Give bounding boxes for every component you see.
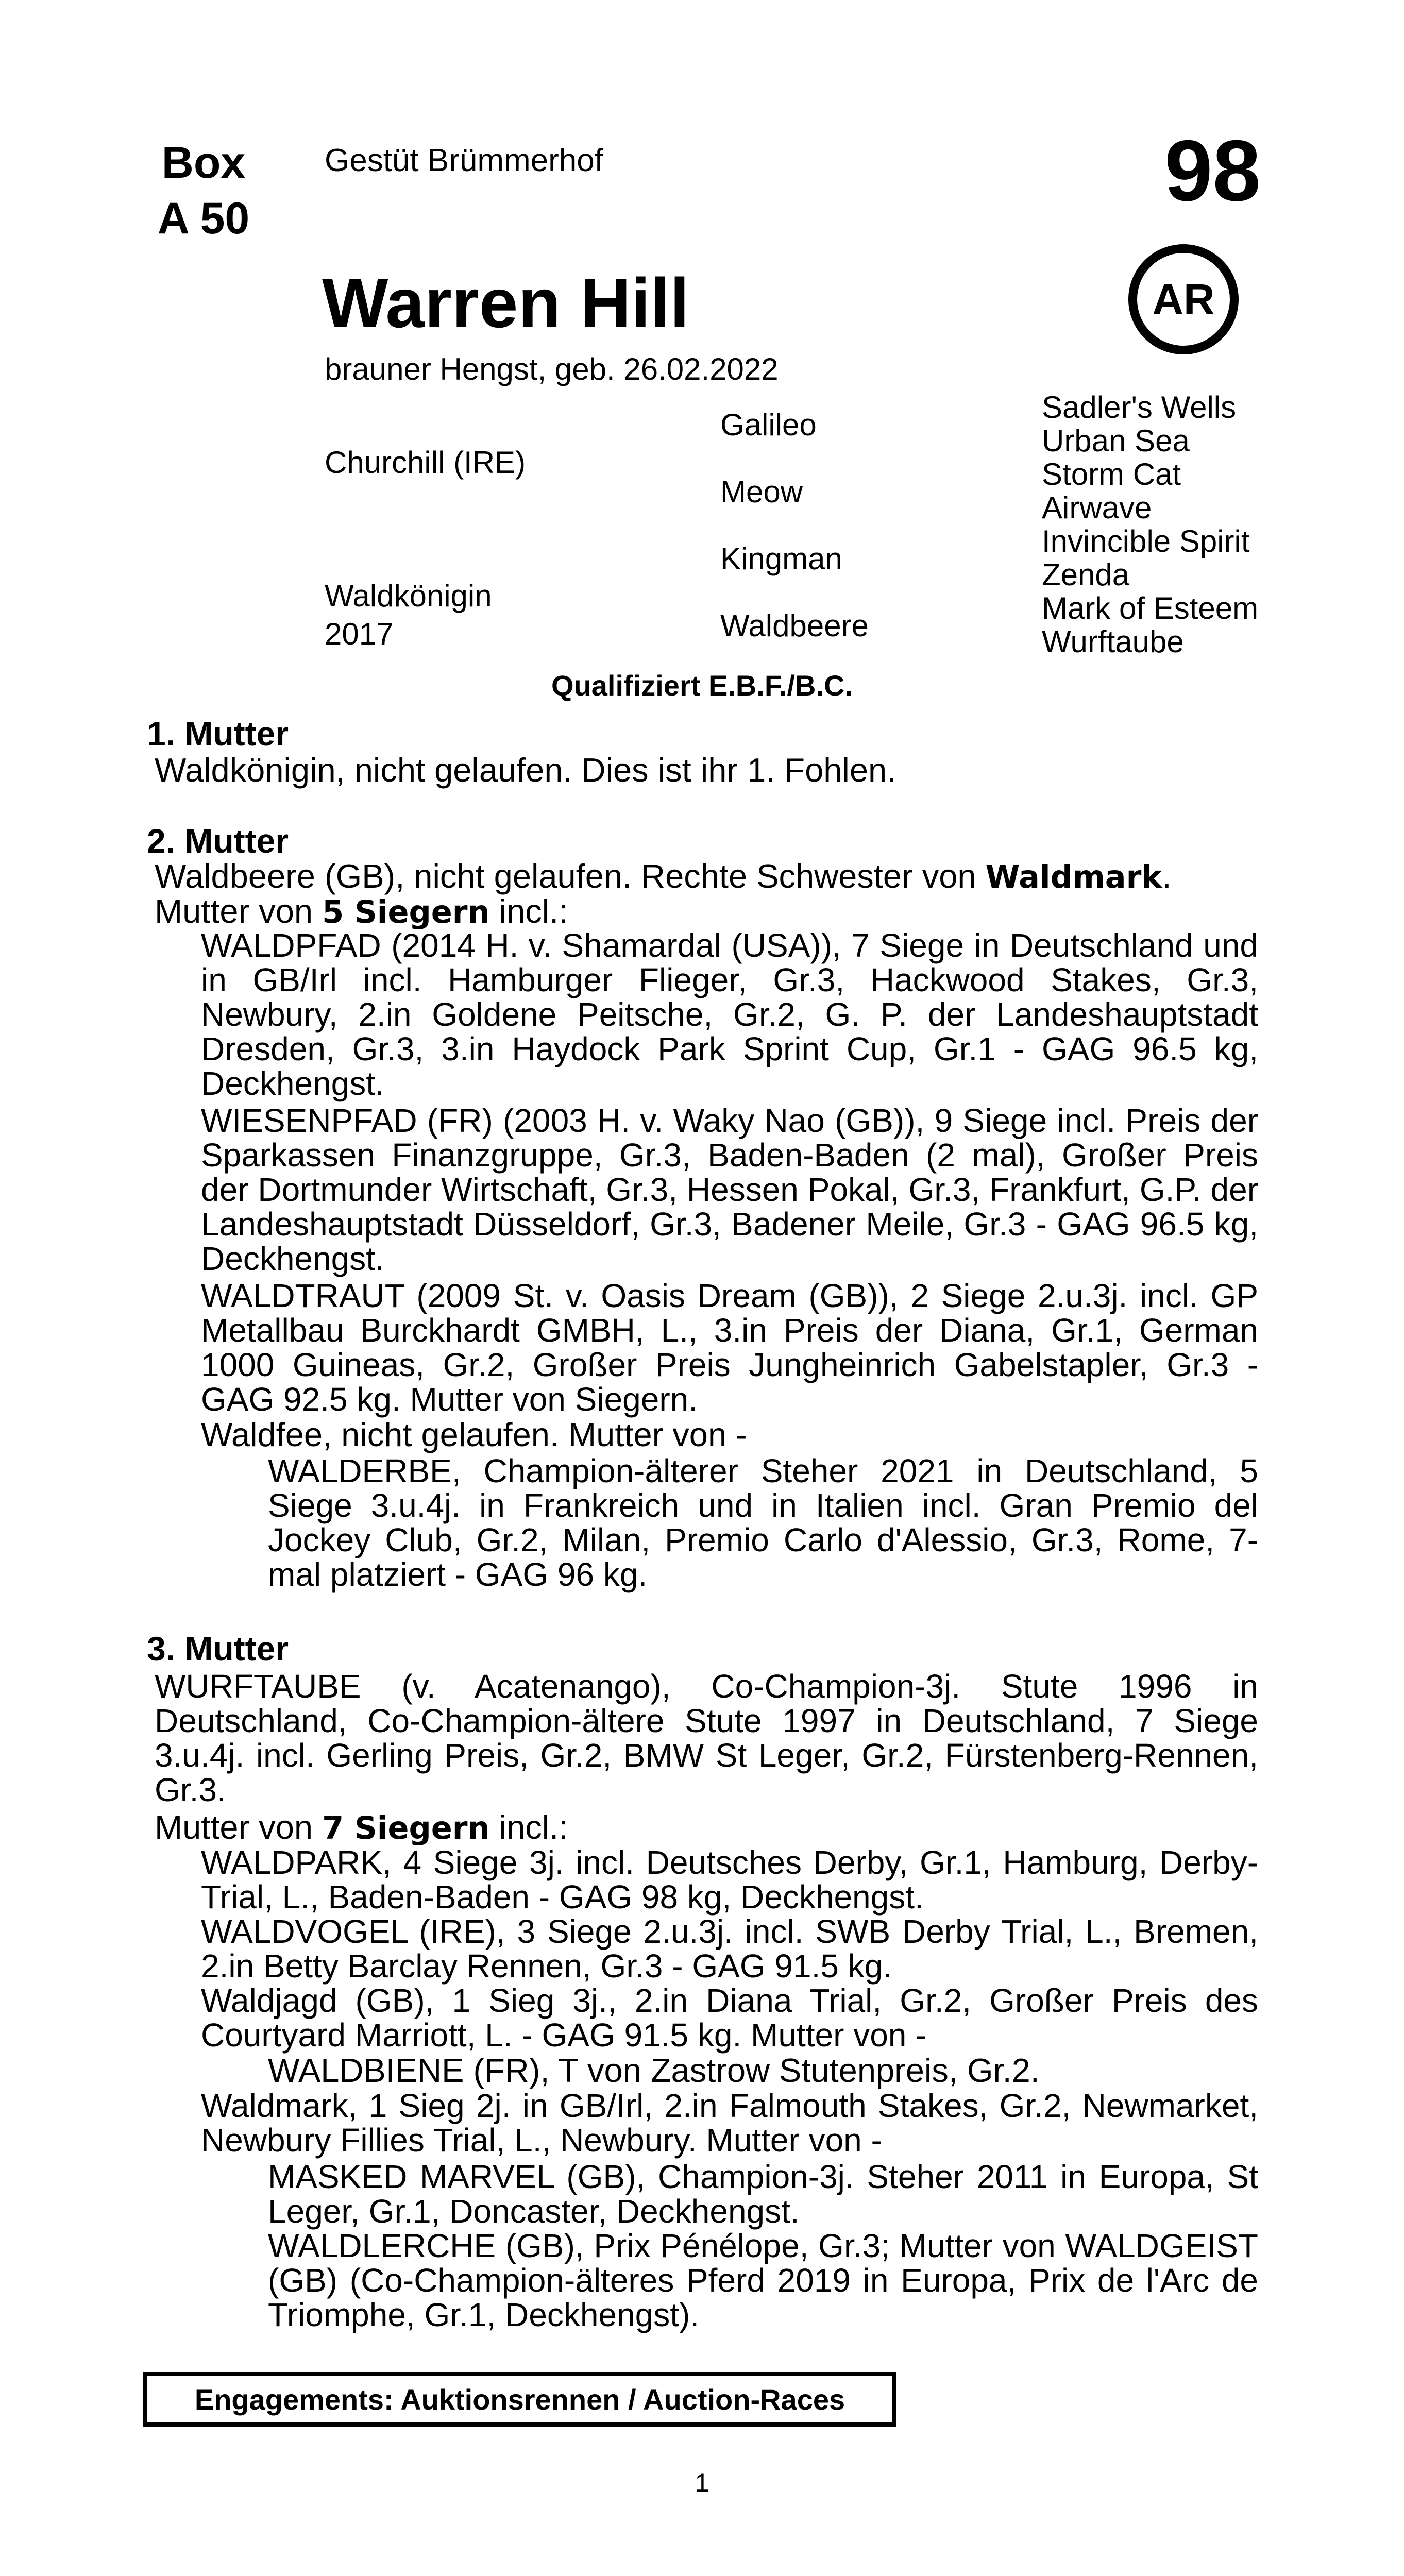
entry-masked-marvel: MASKED MARVEL (GB), Champion-3j. Steher 2011 in Europa, St Leger, Gr.1, Doncaster, Deckhengst. bbox=[268, 2158, 1258, 2230]
pedigree-dam-sire: Kingman bbox=[720, 541, 842, 576]
second-dam-intro: Waldbeere (GB), nicht gelaufen. Rechte Schwester von Waldmark. bbox=[155, 857, 1172, 895]
box-line-2: A 50 bbox=[157, 194, 250, 243]
pedigree-sire-sire: Galileo bbox=[720, 408, 817, 442]
pedigree-sire-dam: Meow bbox=[720, 474, 803, 509]
pedigree-gen3-1: Sadler's Wells bbox=[1042, 390, 1237, 425]
pedigree-gen3-7: Mark of Esteem bbox=[1042, 591, 1259, 625]
entry-waldpfad: WALDPFAD (2014 H. v. Shamardal (USA)), 7 Siege in Deutschland und in GB/Irl incl. Hamburger Flieger, Gr.3, Hackwood Stakes, Gr.3, Newbury, 2.in Goldene Peitsche, Gr.2, G. P. der Landeshauptstadt Dresden, Gr.3, 3.in Haydock Park Sprint Cup, Gr.1 - GAG 96.5 kg, Deckhengst. bbox=[201, 927, 1258, 1102]
entry-waldlerche: WALDLERCHE (GB), Prix Pénélope, Gr.3; Mutter von WALDGEIST (GB) (Co-Champion-älteres Pferd 2019 in Europa, Prix de l'Arc de Triomphe, Gr.1, Deckhengst). bbox=[268, 2227, 1258, 2333]
entry-waldtraut: WALDTRAUT (2009 St. v. Oasis Dream (GB)), 2 Siege 2.u.3j. incl. GP Metallbau Burckhardt GMBH, L., 3.in Preis der Diana, Gr.1, German 1000 Guineas, Gr.2, Großer Preis Jungheinrich Gabelstapler, Gr.3 - GAG 92.5 kg. Mutter von Siegern. bbox=[201, 1277, 1258, 1418]
first-dam-heading: 1. Mutter bbox=[147, 715, 289, 753]
pedigree-gen3-6: Zenda bbox=[1042, 557, 1130, 592]
pedigree-gen3-3: Storm Cat bbox=[1042, 457, 1181, 492]
ar-badge: AR bbox=[1128, 244, 1239, 354]
entry-waldpark: WALDPARK, 4 Siege 3j. incl. Deutsches Derby, Gr.1, Hamburg, Derby-Trial, L., Baden-Baden - GAG 98 kg, Deckhengst. bbox=[201, 1844, 1258, 1916]
lot-number: 98 bbox=[1164, 122, 1261, 219]
second-dam-heading: 2. Mutter bbox=[147, 822, 289, 860]
entry-waldfee: Waldfee, nicht gelaufen. Mutter von - bbox=[201, 1416, 747, 1453]
third-dam-heading: 3. Mutter bbox=[147, 1630, 289, 1668]
second-dam-mother-of: Mutter von 5 Siegern incl.: bbox=[155, 892, 568, 930]
pedigree-dam-year: 2017 bbox=[325, 617, 394, 651]
entry-waldvogel: WALDVOGEL (IRE), 3 Siege 2.u.3j. incl. SWB Derby Trial, L., Bremen, 2.in Betty Barclay Rennen, Gr.3 - GAG 91.5 kg. bbox=[201, 1913, 1258, 1985]
page-number: 1 bbox=[695, 2468, 709, 2497]
box-line-1: Box bbox=[161, 138, 246, 188]
entry-waldmark: Waldmark, 1 Sieg 2j. in GB/Irl, 2.in Falmouth Stakes, Gr.2, Newmarket, Newbury Fillies Trial, L., Newbury. Mutter von - bbox=[201, 2087, 1258, 2159]
qualification: Qualifiziert E.B.F./B.C. bbox=[551, 669, 853, 702]
entry-wiesenpfad: WIESENPFAD (FR) (2003 H. v. Waky Nao (GB)), 9 Siege incl. Preis der Sparkassen Finanzgruppe, Gr.3, Baden-Baden (2 mal), Großer Preis der Dortmunder Wirtschaft, Gr.3, Hessen Pokal, Gr.3, Frankfurt, G.P. der Landeshauptstadt Düsseldorf, Gr.3, Badener Meile, Gr.3 - GAG 96.5 kg, Deckhengst. bbox=[201, 1102, 1258, 1277]
entry-wurftaube: WURFTAUBE (v. Acatenango), Co-Champion-3j. Stute 1996 in Deutschland, Co-Champion-ältere Stute 1997 in Deutschland, 7 Siege 3.u.4j. incl. Gerling Preis, Gr.2, BMW St Leger, Gr.2, Fürstenberg-Rennen, Gr.3. bbox=[155, 1668, 1258, 1808]
first-dam-text: Waldkönigin, nicht gelaufen. Dies ist ihr 1. Fohlen. bbox=[155, 751, 896, 789]
horse-description: brauner Hengst, geb. 26.02.2022 bbox=[325, 352, 779, 386]
pedigree-dam: Waldkönigin bbox=[325, 579, 492, 613]
stud-name: Gestüt Brümmerhof bbox=[325, 143, 603, 178]
pedigree-dam-dam: Waldbeere bbox=[720, 608, 869, 643]
engagements-box: Engagements: Auktionsrennen / Auction-Races bbox=[143, 2372, 896, 2427]
pedigree-gen3-5: Invincible Spirit bbox=[1042, 524, 1250, 558]
entry-waldjagd: Waldjagd (GB), 1 Sieg 3j., 2.in Diana Trial, Gr.2, Großer Preis des Courtyard Marriott, L. - GAG 91.5 kg. Mutter von - bbox=[201, 1982, 1258, 2054]
third-dam-mother-of: Mutter von 7 Siegern incl.: bbox=[155, 1808, 568, 1846]
entry-walderbe: WALDERBE, Champion-älterer Steher 2021 in Deutschland, 5 Siege 3.u.4j. in Frankreich und in Italien incl. Gran Premio del Jockey Club, Gr.2, Milan, Premio Carlo d'Alessio, Gr.3, Rome, 7-mal platziert - GAG 96 kg. bbox=[268, 1452, 1258, 1593]
entry-waldbiene: WALDBIENE (FR), T von Zastrow Stutenpreis, Gr.2. bbox=[268, 2052, 1040, 2089]
pedigree-sire: Churchill (IRE) bbox=[325, 445, 526, 480]
horse-name: Warren Hill bbox=[322, 264, 689, 342]
box-label bbox=[144, 135, 263, 246]
pedigree-gen3-4: Airwave bbox=[1042, 490, 1152, 525]
pedigree-gen3-8: Wurftaube bbox=[1042, 624, 1184, 659]
pedigree-gen3-2: Urban Sea bbox=[1042, 423, 1190, 458]
